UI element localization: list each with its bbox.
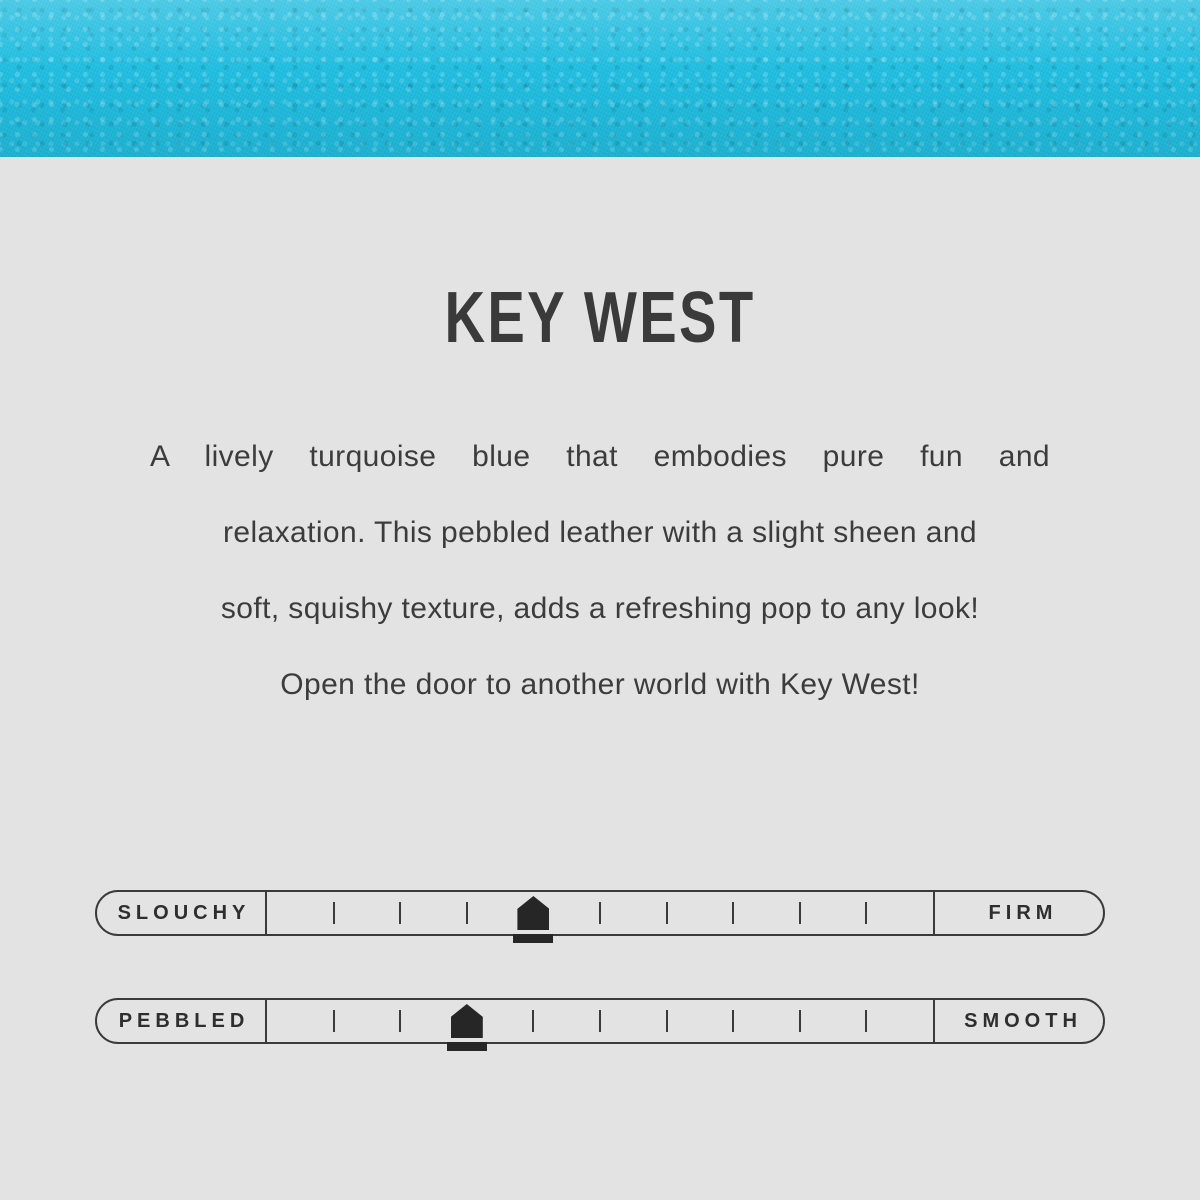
marker-base [513,934,553,943]
scale-tick [666,1010,668,1032]
description-line-3: soft, squishy texture, adds a refreshing pop to any look! [220,592,980,625]
leather-sheen [0,0,1200,157]
scale-tick [532,1010,534,1032]
scale-marker[interactable] [513,896,553,958]
scale-ticks [267,998,933,1044]
scale-tick [399,902,401,924]
marker-pin-icon [517,896,549,930]
scale-left-label: PEBBLED [95,998,267,1044]
scale-tick [333,902,335,924]
scale-tick [333,1010,335,1032]
marker-base [447,1042,487,1051]
scale-tick [799,1010,801,1032]
marker-pin-icon [451,1004,483,1038]
description-line-2: relaxation. This pebbled leather with a slight sheen and [223,516,977,549]
scale-texture[interactable] [95,998,1105,1044]
attribute-scales [0,890,1200,1106]
scale-tick [799,902,801,924]
scale-right-label: FIRM [933,890,1105,936]
scale-tick [732,902,734,924]
scale-tick [865,902,867,924]
scale-structure[interactable] [95,890,1105,936]
description-line-4: Open the door to another world with Key West! [280,668,920,701]
scale-tick [399,1010,401,1032]
description-line-1: A lively turquoise blue that embodies pure fun and [150,440,1050,473]
scale-tick [732,1010,734,1032]
page-title: KEY WEST [444,278,756,358]
scale-tick [599,1010,601,1032]
scale-tick [466,902,468,924]
scale-tick [865,1010,867,1032]
scale-right-label: SMOOTH [933,998,1105,1044]
scale-tick [599,902,601,924]
color-description [150,419,1050,723]
scale-tick [666,902,668,924]
scale-ticks [267,890,933,936]
leather-swatch [0,0,1200,157]
scale-marker[interactable] [447,1004,487,1066]
scale-left-label: SLOUCHY [95,890,267,936]
